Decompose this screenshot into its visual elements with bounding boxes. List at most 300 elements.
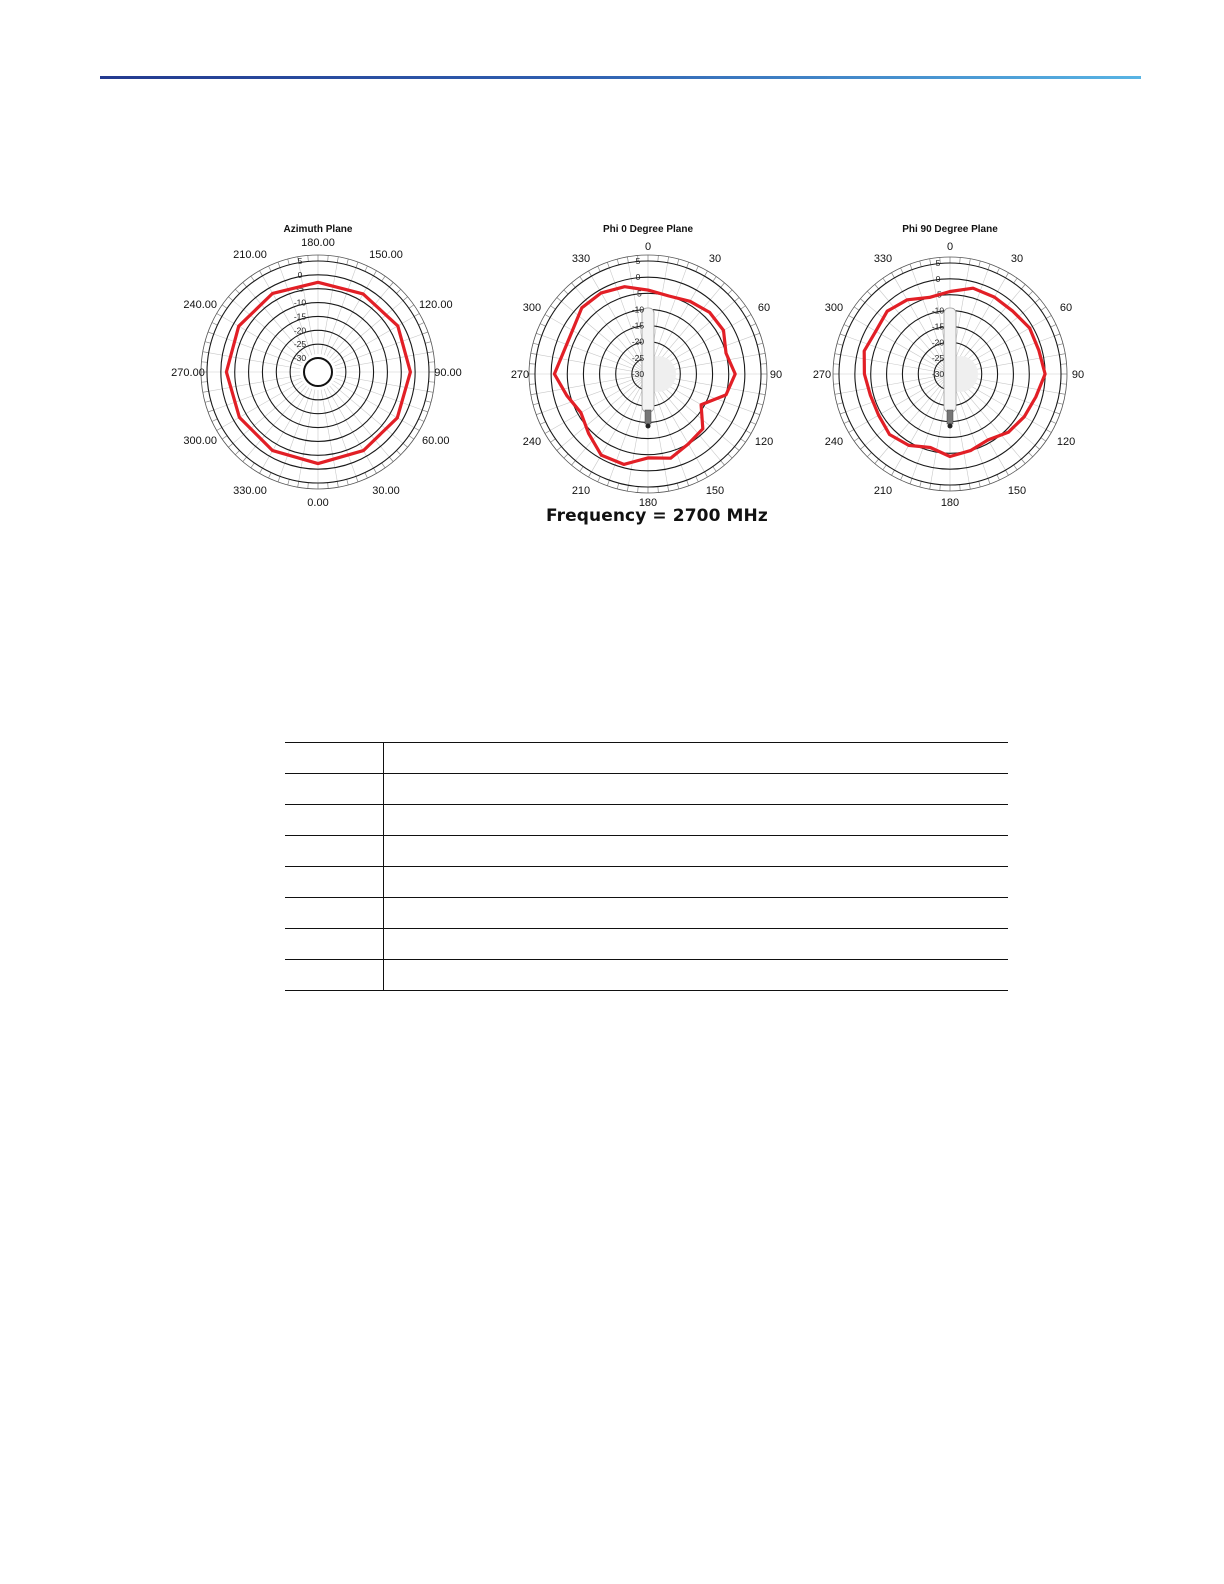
grid-tick xyxy=(920,261,922,267)
grid-tick xyxy=(1054,412,1060,414)
table-cell xyxy=(384,774,1009,805)
plot-title: Phi 90 Degree Plane xyxy=(902,224,998,235)
db-tick-label: -10 xyxy=(293,297,307,308)
grid-tick xyxy=(997,268,1000,273)
table-cell xyxy=(285,898,384,929)
db-tick-label: -30 xyxy=(631,369,645,379)
grid-tick xyxy=(750,422,755,425)
table-row xyxy=(285,774,1008,805)
db-tick-label: -5 xyxy=(634,288,642,299)
phi-90-plane-svg xyxy=(796,215,1096,510)
angle-tick-label: 180 xyxy=(638,497,658,509)
grid-tick xyxy=(572,461,576,466)
table-row xyxy=(285,867,1008,898)
grid-tick xyxy=(551,439,556,442)
grid-tick xyxy=(854,438,859,441)
grid-tick xyxy=(374,468,377,473)
azimuth-plane-svg xyxy=(164,215,464,510)
grid-tick xyxy=(617,483,619,489)
table-cell xyxy=(384,836,1009,867)
grid-tick xyxy=(1051,421,1056,424)
grid-tick xyxy=(414,314,419,317)
grid-tick xyxy=(212,323,217,326)
grid-tick xyxy=(208,332,214,334)
angle-tick-label: 0 xyxy=(946,241,954,253)
grid-tick xyxy=(228,443,233,447)
grid-tick xyxy=(382,276,385,281)
grid-tick xyxy=(658,487,659,493)
grid-tick xyxy=(1061,364,1067,365)
db-tick-label: -10 xyxy=(631,304,645,315)
angle-tick-label: 60 xyxy=(757,302,771,314)
db-tick-label: 0 xyxy=(935,273,941,284)
table-cell xyxy=(384,929,1009,960)
grid-tick xyxy=(356,262,358,268)
grid-tick xyxy=(687,262,689,268)
grid-tick xyxy=(746,431,751,434)
antenna-connector xyxy=(645,410,651,424)
table-row xyxy=(285,960,1008,991)
antenna-connector xyxy=(947,410,953,424)
angle-tick-label: 120.00 xyxy=(418,299,453,311)
grid-tick xyxy=(382,463,385,468)
grid-tick xyxy=(598,266,601,271)
grid-tick xyxy=(427,391,433,392)
grid-tick xyxy=(627,257,628,263)
grid-tick xyxy=(750,324,755,327)
grid-tick xyxy=(746,315,751,318)
grid-tick xyxy=(531,353,537,354)
grid-tick xyxy=(696,476,699,481)
grid-tick xyxy=(422,332,428,334)
angle-tick-label: 270 xyxy=(812,369,832,381)
grid-tick xyxy=(422,410,428,412)
grid-tick xyxy=(201,362,207,363)
grid-tick xyxy=(419,323,424,326)
angle-tick-label: 120 xyxy=(754,436,774,448)
grid-tick xyxy=(668,257,669,263)
plot-title: Phi 0 Degree Plane xyxy=(602,224,694,235)
db-tick-label: -5 xyxy=(934,289,942,300)
grid-tick xyxy=(1014,465,1017,470)
table-cell xyxy=(285,867,384,898)
grid-tick xyxy=(409,436,414,439)
grid-tick xyxy=(849,316,854,319)
grid-tick xyxy=(930,483,931,489)
db-tick-label: -20 xyxy=(293,325,307,336)
grid-tick xyxy=(540,324,545,327)
grid-tick xyxy=(1021,459,1025,464)
grid-tick xyxy=(347,259,349,265)
grid-tick xyxy=(328,483,329,489)
grid-tick xyxy=(849,430,854,433)
grid-tick xyxy=(833,364,839,365)
grid-tick xyxy=(835,354,841,355)
grid-tick xyxy=(713,277,716,282)
grid-tick xyxy=(713,467,716,472)
grid-tick xyxy=(1057,403,1063,405)
grid-tick xyxy=(572,283,576,288)
grid-tick xyxy=(531,394,537,395)
grid-tick xyxy=(545,431,550,434)
table-cell xyxy=(285,836,384,867)
db-tick-label: -20 xyxy=(631,336,645,347)
phi-0-plane-plot xyxy=(490,215,790,510)
table-row xyxy=(285,805,1008,836)
angle-tick-label: 180.00 xyxy=(301,237,335,249)
angle-tick-label: 210 xyxy=(571,485,591,498)
db-tick-label: -25 xyxy=(293,339,307,350)
grid-tick xyxy=(735,298,740,302)
grid-tick xyxy=(761,384,767,385)
center-hole xyxy=(304,358,332,386)
grid-tick xyxy=(901,268,904,273)
angle-tick-label: 120 xyxy=(1056,436,1076,448)
grid-tick xyxy=(1046,430,1051,433)
grid-tick xyxy=(396,450,400,454)
grid-tick xyxy=(278,262,280,268)
grid-tick xyxy=(988,478,990,484)
grid-tick xyxy=(205,401,211,403)
grid-tick xyxy=(969,483,970,489)
table-row xyxy=(285,898,1008,929)
grid-tick xyxy=(208,410,214,412)
db-tick-label: -30 xyxy=(293,353,307,363)
grid-tick xyxy=(298,481,299,487)
db-tick-label: 5 xyxy=(297,256,303,266)
grid-tick xyxy=(1054,334,1060,336)
grid-tick xyxy=(757,343,763,345)
grid-tick xyxy=(875,284,879,289)
grid-tick xyxy=(840,334,846,336)
grid-tick xyxy=(1035,445,1040,449)
grid-tick xyxy=(222,436,227,439)
grid-tick xyxy=(1041,307,1046,310)
grid-tick xyxy=(920,481,922,487)
angle-tick-label: 150 xyxy=(1007,485,1027,498)
grid-tick xyxy=(1059,354,1065,355)
grid-tick xyxy=(860,299,865,303)
grid-tick xyxy=(677,259,679,265)
grid-tick xyxy=(235,289,239,293)
grid-tick xyxy=(867,452,871,456)
grid-tick xyxy=(1006,470,1009,475)
grid-tick xyxy=(425,342,431,344)
grid-tick xyxy=(728,454,732,458)
phi-90-plane-plot xyxy=(796,215,1096,510)
grid-tick xyxy=(759,394,765,395)
db-tick-label: -25 xyxy=(631,352,645,363)
grid-tick xyxy=(269,473,272,478)
grid-tick xyxy=(1006,273,1009,278)
db-tick-label: -15 xyxy=(931,321,945,332)
db-tick-label: 5 xyxy=(935,258,941,268)
grid-tick xyxy=(728,290,732,294)
grid-tick xyxy=(910,264,912,270)
table-cell xyxy=(285,929,384,960)
grid-tick xyxy=(374,271,377,276)
antenna-tip xyxy=(948,424,953,429)
spec-table xyxy=(285,742,1008,991)
grid-tick xyxy=(203,352,209,353)
grid-tick xyxy=(557,298,562,302)
table-cell xyxy=(384,898,1009,929)
grid-tick xyxy=(1028,452,1032,456)
grid-tick xyxy=(844,421,849,424)
grid-tick xyxy=(638,487,639,493)
table-row xyxy=(285,836,1008,867)
grid-tick xyxy=(203,391,209,392)
table-cell xyxy=(384,867,1009,898)
db-tick-label: 5 xyxy=(635,256,641,266)
grid-tick xyxy=(365,266,368,271)
grid-tick xyxy=(288,479,290,485)
grid-tick xyxy=(278,476,280,482)
grid-tick xyxy=(867,291,871,295)
grid-tick xyxy=(741,439,746,442)
grid-tick xyxy=(217,428,222,431)
grid-tick xyxy=(705,472,708,477)
grid-tick xyxy=(1061,384,1067,385)
grid-tick xyxy=(429,382,435,383)
grid-tick xyxy=(347,479,349,485)
angle-tick-label: 30.00 xyxy=(372,484,400,497)
table-cell xyxy=(285,743,384,774)
grid-tick xyxy=(598,476,601,481)
db-tick-label: -10 xyxy=(931,305,945,316)
grid-tick xyxy=(1057,344,1063,346)
grid-tick xyxy=(545,315,550,318)
db-tick-label: -15 xyxy=(631,320,645,331)
grid-tick xyxy=(308,483,309,489)
grid-tick xyxy=(960,485,961,491)
grid-tick xyxy=(837,403,843,405)
grid-tick xyxy=(883,465,886,470)
angle-tick-label: 150.00 xyxy=(369,249,403,262)
grid-tick xyxy=(328,255,329,261)
grid-tick xyxy=(337,257,338,263)
grid-tick xyxy=(269,266,272,271)
angle-tick-label: 60 xyxy=(1059,302,1073,314)
grid-tick xyxy=(1059,393,1065,394)
grid-tick xyxy=(607,262,609,268)
grid-tick xyxy=(1035,299,1040,303)
table-row xyxy=(285,743,1008,774)
grid-tick xyxy=(551,306,556,309)
grid-tick xyxy=(529,364,535,365)
grid-tick xyxy=(892,470,895,475)
grid-tick xyxy=(533,343,539,345)
angle-tick-label: 30 xyxy=(1010,252,1024,265)
grid-tick xyxy=(201,382,207,383)
angle-tick-label: 210 xyxy=(873,485,893,498)
grid-tick xyxy=(696,266,699,271)
grid-tick xyxy=(988,264,990,270)
grid-tick xyxy=(536,333,542,335)
angle-tick-label: 60.00 xyxy=(422,435,450,447)
table-cell xyxy=(285,960,384,991)
angle-tick-label: 330 xyxy=(873,252,893,265)
grid-tick xyxy=(419,419,424,422)
grid-tick xyxy=(860,445,865,449)
grid-tick xyxy=(557,447,562,451)
grid-tick xyxy=(389,282,393,287)
grid-tick xyxy=(403,297,408,301)
grid-tick xyxy=(1041,438,1046,441)
grid-tick xyxy=(837,344,843,346)
grid-tick xyxy=(356,476,358,482)
grid-tick xyxy=(409,305,414,308)
grid-tick xyxy=(979,261,981,267)
grid-tick xyxy=(1046,316,1051,319)
angle-tick-label: 0 xyxy=(644,241,652,253)
angle-tick-label: 240 xyxy=(522,436,542,448)
grid-tick xyxy=(1014,278,1017,283)
antenna-body xyxy=(944,308,956,412)
angle-tick-label: 0.00 xyxy=(307,497,329,509)
angle-tick-label: 90.00 xyxy=(434,367,462,379)
grid-tick xyxy=(414,428,419,431)
table-cell xyxy=(384,960,1009,991)
grid-tick xyxy=(997,475,1000,480)
db-tick-label: 0 xyxy=(297,269,303,280)
angle-tick-label: 300 xyxy=(522,302,542,314)
grid-tick xyxy=(235,450,239,454)
grid-tick xyxy=(425,401,431,403)
angle-tick-label: 240 xyxy=(824,436,844,448)
grid-tick xyxy=(564,290,568,294)
grid-tick xyxy=(844,325,849,328)
table-cell xyxy=(384,805,1009,836)
grid-tick xyxy=(721,461,725,466)
db-tick-label: -15 xyxy=(293,311,307,322)
grid-tick xyxy=(677,483,679,489)
grid-tick xyxy=(564,454,568,458)
angle-tick-label: 150 xyxy=(705,485,725,498)
grid-tick xyxy=(757,403,763,405)
angle-tick-label: 90 xyxy=(769,369,783,381)
grid-tick xyxy=(721,283,725,288)
grid-tick xyxy=(403,443,408,447)
grid-tick xyxy=(260,271,263,276)
grid-tick xyxy=(389,457,393,462)
grid-tick xyxy=(883,278,886,283)
grid-tick xyxy=(228,297,233,301)
db-tick-label: -5 xyxy=(296,283,304,294)
grid-tick xyxy=(754,413,760,415)
grid-tick xyxy=(580,467,583,472)
grid-tick xyxy=(741,306,746,309)
grid-tick xyxy=(427,352,433,353)
grid-tick xyxy=(627,485,628,491)
grid-tick xyxy=(754,333,760,335)
grid-tick xyxy=(668,485,669,491)
angle-tick-label: 180 xyxy=(940,497,960,509)
grid-tick xyxy=(365,473,368,478)
grid-tick xyxy=(308,255,309,261)
grid-tick xyxy=(243,282,247,287)
angle-tick-label: 270.00 xyxy=(171,367,205,379)
grid-tick xyxy=(251,463,254,468)
grid-tick xyxy=(589,271,592,276)
angle-tick-label: 270 xyxy=(510,369,530,381)
grid-tick xyxy=(910,478,912,484)
grid-tick xyxy=(589,472,592,477)
table-row xyxy=(285,929,1008,960)
grid-tick xyxy=(892,273,895,278)
azimuth-plane-plot xyxy=(164,215,464,510)
grid-tick xyxy=(875,459,879,464)
grid-tick xyxy=(969,259,970,265)
angle-tick-label: 30 xyxy=(708,252,722,265)
grid-tick xyxy=(1051,325,1056,328)
frequency-caption: Frequency = 2700 MHz xyxy=(546,506,768,526)
grid-tick xyxy=(540,422,545,425)
grid-tick xyxy=(833,384,839,385)
angle-tick-label: 240.00 xyxy=(183,299,218,311)
grid-tick xyxy=(429,362,435,363)
grid-tick xyxy=(617,259,619,265)
grid-tick xyxy=(222,305,227,308)
phi-0-plane-svg xyxy=(490,215,790,510)
angle-tick-label: 210.00 xyxy=(233,249,267,262)
grid-tick xyxy=(260,468,263,473)
grid-tick xyxy=(979,481,981,487)
angle-tick-label: 330 xyxy=(571,252,591,265)
grid-tick xyxy=(205,342,211,344)
db-tick-label: -20 xyxy=(931,337,945,348)
angle-tick-label: 330.00 xyxy=(233,484,267,497)
db-tick-label: 0 xyxy=(635,272,641,283)
grid-tick xyxy=(529,384,535,385)
grid-tick xyxy=(243,457,247,462)
grid-tick xyxy=(533,403,539,405)
db-tick-label: -30 xyxy=(931,369,945,379)
angle-tick-label: 90 xyxy=(1071,369,1085,381)
grid-tick xyxy=(835,393,841,394)
table-cell xyxy=(285,805,384,836)
grid-tick xyxy=(536,413,542,415)
grid-tick xyxy=(687,480,689,486)
plot-title: Azimuth Plane xyxy=(283,224,353,235)
grid-tick xyxy=(396,289,400,293)
grid-tick xyxy=(1021,284,1025,289)
table-cell xyxy=(285,774,384,805)
angle-tick-label: 300 xyxy=(824,302,844,314)
grid-tick xyxy=(251,276,254,281)
angle-tick-label: 300.00 xyxy=(183,435,218,447)
grid-tick xyxy=(854,307,859,310)
header-rule xyxy=(100,76,1141,79)
grid-tick xyxy=(607,480,609,486)
grid-tick xyxy=(901,475,904,480)
grid-tick xyxy=(705,271,708,276)
antenna-tip xyxy=(646,424,651,429)
grid-tick xyxy=(337,481,338,487)
grid-tick xyxy=(840,412,846,414)
grid-tick xyxy=(759,353,765,354)
table-cell xyxy=(384,743,1009,774)
grid-tick xyxy=(735,447,740,451)
grid-tick xyxy=(580,277,583,282)
grid-tick xyxy=(658,255,659,261)
grid-tick xyxy=(940,485,941,491)
grid-tick xyxy=(930,259,931,265)
grid-tick xyxy=(761,364,767,365)
grid-tick xyxy=(217,314,222,317)
grid-tick xyxy=(288,259,290,265)
grid-tick xyxy=(960,257,961,263)
